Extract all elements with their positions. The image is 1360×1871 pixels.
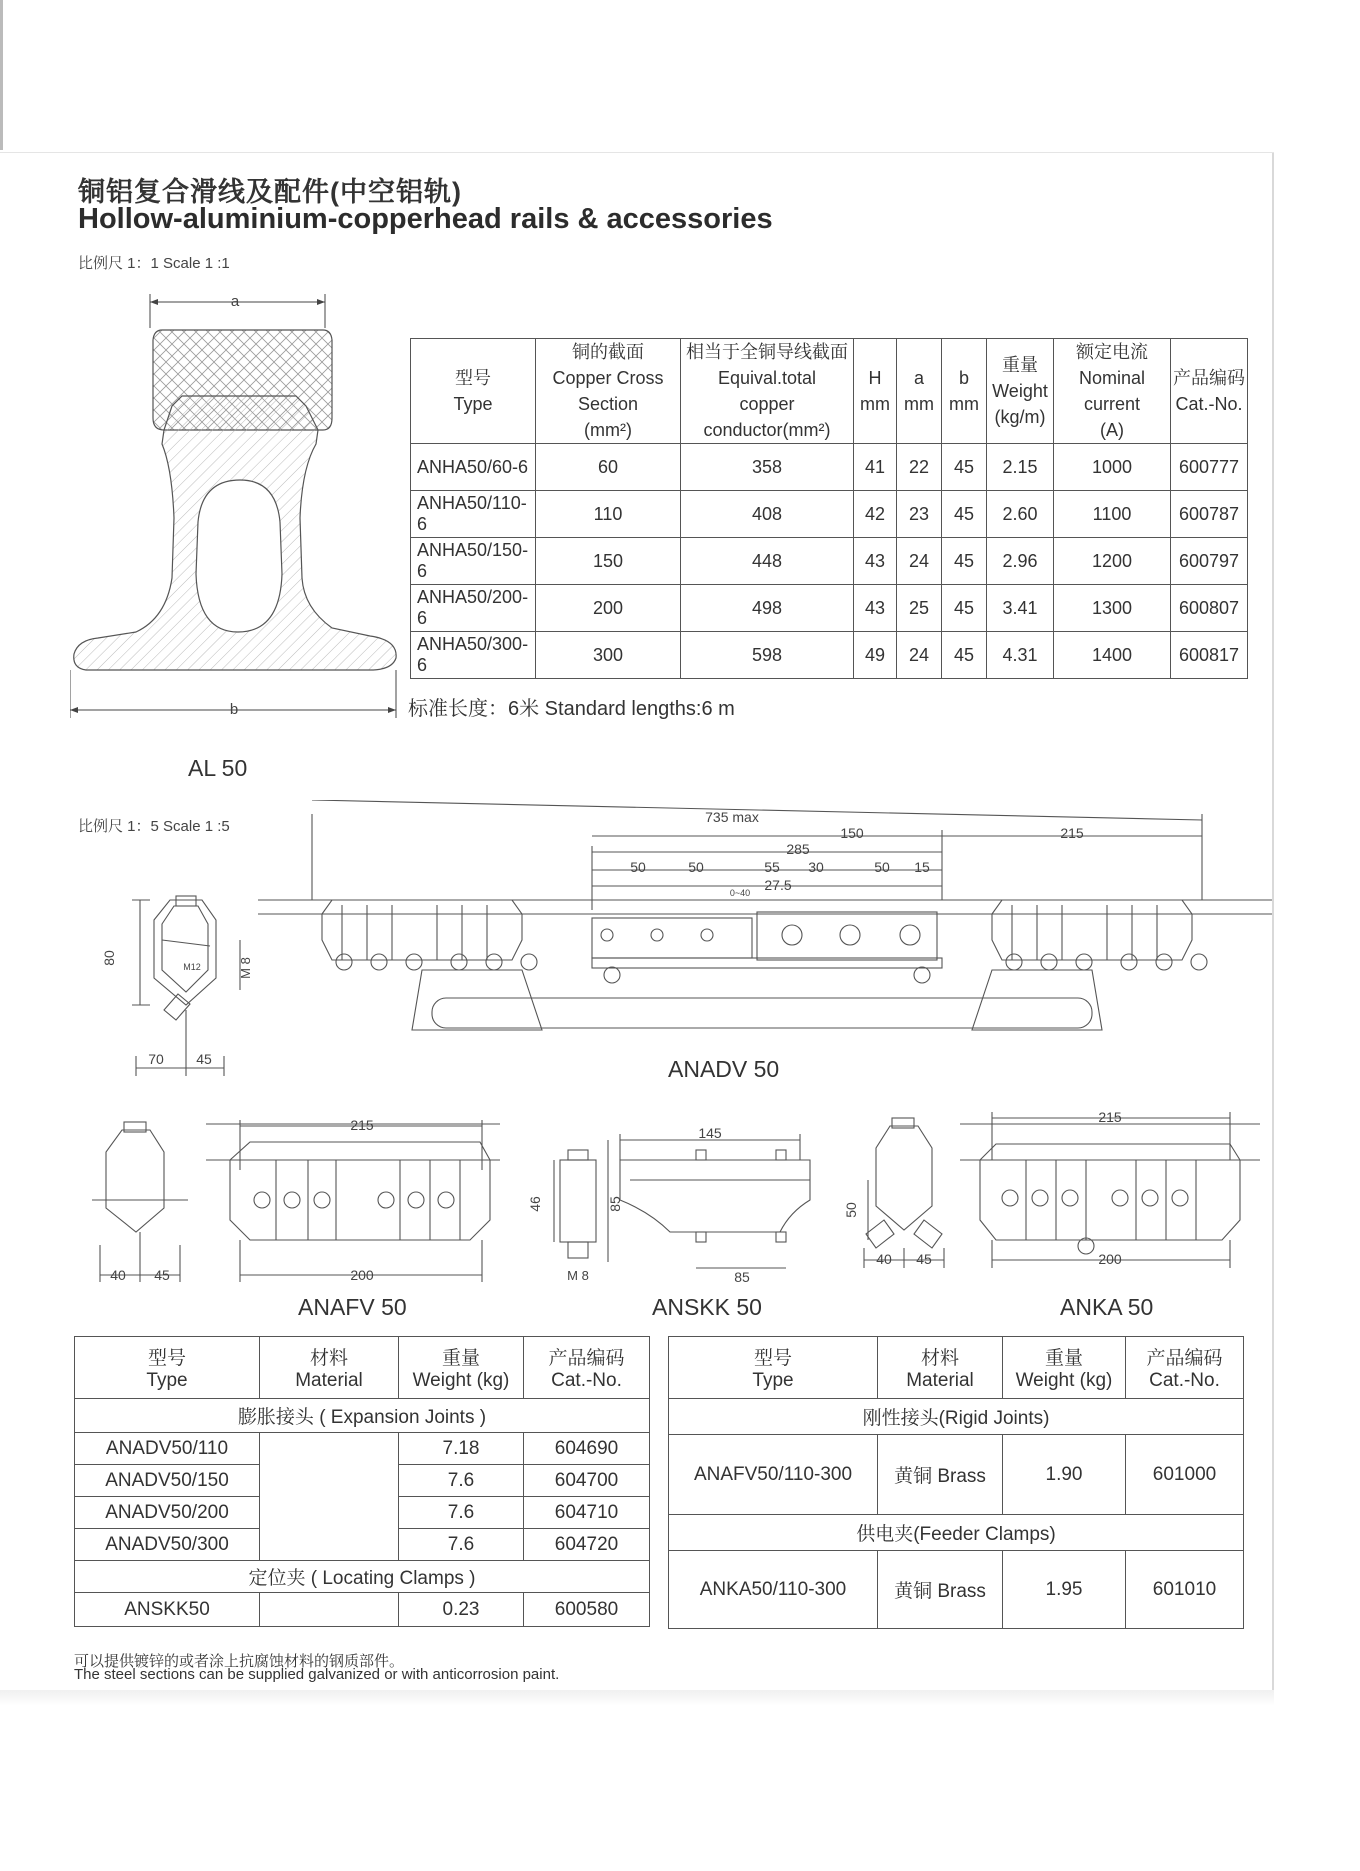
hdr-equiv-cn: 相当于全铜导线截面 [686,342,848,362]
anafv-dim-45: 45 [154,1267,170,1283]
dim-0-40: 0~40 [729,888,751,898]
cell-a: 23 [897,491,942,538]
dim-30: 30 [808,859,824,875]
cell-a: 25 [897,585,942,632]
anskk-caption: ANSKK 50 [652,1294,762,1320]
rt-hdr-cat-cn: 产品编码 [1146,1348,1223,1369]
anka-dim-45: 45 [916,1251,932,1267]
cell-type: ANHA50/150-6 [411,538,536,585]
spec-table-header [411,339,1248,444]
hdr-current-cn: 额定电流 [1076,342,1148,362]
cell-weight: 4.31 [987,632,1054,679]
cell-current: 1000 [1054,444,1171,491]
table-row [75,1593,650,1627]
hdr-b-unit: mm [949,394,979,414]
cell-cat: 604700 [524,1465,650,1497]
cell-current: 1300 [1054,585,1171,632]
cell-a: 22 [897,444,942,491]
scan-edge [0,0,3,150]
cell-material-empty [260,1433,399,1561]
cell-b: 45 [942,444,987,491]
hdr-cat-cn: 产品编码 [1173,368,1245,388]
cell-weight: 2.60 [987,491,1054,538]
cell-weight: 3.41 [987,585,1054,632]
cell-material: 黄铜 Brass [878,1435,1003,1515]
cell-a: 24 [897,538,942,585]
lt-hdr-mat-cn: 材料 [309,1348,348,1369]
anskk-dim-46: 46 [527,1196,543,1212]
dim-45: 45 [196,1051,212,1067]
cell-equiv: 358 [681,444,854,491]
table-row [411,632,1248,679]
cell-type: ANAFV50/110-300 [669,1435,878,1515]
cell-cat: 601000 [1126,1435,1244,1515]
dim-50c: 50 [874,859,890,875]
cell-cat: 600777 [1171,444,1248,491]
cell-type: ANHA50/300-6 [411,632,536,679]
rt-section-feeder: 供电夹(Feeder Clamps) [669,1515,1244,1551]
rt-hdr-w-en: Weight (kg) [1015,1370,1113,1391]
cell-cat: 604720 [524,1529,650,1561]
dim-150: 150 [840,825,864,841]
cell-weight: 1.95 [1003,1551,1126,1629]
cell-type: ANADV50/150 [75,1465,260,1497]
footer-note-en: The steel sections can be supplied galvanized or with anticorrosion paint. [74,1666,560,1683]
cell-type: ANADV50/200 [75,1497,260,1529]
hdr-h-unit: mm [860,394,890,414]
hdr-b: b [958,368,969,388]
cell-equiv: 408 [681,491,854,538]
right-table-header [669,1337,1244,1399]
anskk-dim-85h: 85 [607,1196,623,1212]
cell-a: 24 [897,632,942,679]
anka-caption: ANKA 50 [1060,1294,1154,1320]
footer-note-cn: 可以提供镀锌的或者涂上抗腐蚀材料的钢质部件。 [74,1653,405,1670]
page-title-cn: 铜铝复合滑线及配件(中空铝轨) [78,177,462,207]
cell-material: 黄铜 Brass [878,1551,1003,1629]
cell-type: ANHA50/200-6 [411,585,536,632]
cell-cross: 200 [536,585,681,632]
hdr-h: H [868,368,882,388]
cell-equiv: 598 [681,632,854,679]
hdr-type-en: Type [453,394,493,414]
cell-weight: 7.18 [399,1433,524,1465]
anadv-caption: ANADV 50 [668,1056,780,1082]
cell-weight: 0.23 [399,1593,524,1627]
anka-feeder-clamp-drawing [820,1090,1260,1290]
cell-b: 45 [942,585,987,632]
rt-hdr-type-cn: 型号 [753,1348,792,1369]
spec-table [410,338,1248,679]
cell-b: 45 [942,491,987,538]
cell-h: 43 [854,538,897,585]
page-frame-right [1272,152,1274,1702]
hdr-a: a [913,368,924,388]
table-row [411,491,1248,538]
cell-h: 42 [854,491,897,538]
dim-27-5: 27.5 [764,877,792,893]
rt-hdr-cat-en: Cat.-No. [1149,1370,1220,1391]
lt-hdr-cat-en: Cat.-No. [551,1370,622,1391]
table-row [75,1433,650,1465]
anskk-dim-145: 145 [698,1125,722,1141]
cell-type: ANKA50/110-300 [669,1551,878,1629]
hdr-cross-unit: (mm²) [584,420,632,440]
anafv-rigid-joint-drawing [80,1100,500,1290]
page-title-en: Hollow-aluminium-copperhead rails & accessories [78,203,773,235]
cell-cat: 604690 [524,1433,650,1465]
lt-hdr-type-cn: 型号 [147,1348,186,1369]
cell-material-empty [260,1593,399,1627]
bottom-scan-shadow [0,1690,1274,1706]
dim-a: a [230,293,240,310]
hdr-cross-en: Copper Cross Section [552,368,664,414]
dim-m12: M12 [183,962,201,972]
rail-caption: AL 50 [188,755,248,781]
anafv-dim-215: 215 [350,1117,374,1133]
rt-section-rigid: 刚性接头(Rigid Joints) [669,1399,1244,1435]
rt-hdr-type-en: Type [752,1370,794,1391]
cell-current: 1100 [1054,491,1171,538]
rail-cross-section-drawing [70,278,410,738]
lt-hdr-w-cn: 重量 [441,1348,480,1369]
cell-weight: 7.6 [399,1465,524,1497]
cell-cross: 60 [536,444,681,491]
dim-55: 55 [764,859,780,875]
rt-hdr-w-cn: 重量 [1044,1348,1083,1369]
anafv-caption: ANAFV 50 [298,1294,407,1320]
cell-weight: 2.15 [987,444,1054,491]
dim-50a: 50 [630,859,646,875]
cell-type: ANADV50/300 [75,1529,260,1561]
dim-15: 15 [914,859,930,875]
left-accessory-table [74,1336,650,1627]
cell-weight: 7.6 [399,1497,524,1529]
rt-hdr-mat-cn: 材料 [920,1348,959,1369]
page-frame-top [0,152,1274,153]
cell-type: ANSKK50 [75,1593,260,1627]
cell-equiv: 448 [681,538,854,585]
cell-cat: 600580 [524,1593,650,1627]
cell-type: ANHA50/60-6 [411,444,536,491]
table-row [411,444,1248,491]
table-row [669,1551,1244,1629]
dim-285: 285 [786,841,810,857]
scale-label-1: 比例尺 1：1 Scale 1 :1 [78,255,230,272]
lt-section-expansion: 膨胀接头 ( Expansion Joints ) [75,1399,650,1433]
cell-weight: 2.96 [987,538,1054,585]
lt-hdr-cat-cn: 产品编码 [548,1348,625,1369]
anka-dim-215: 215 [1098,1109,1122,1125]
cell-weight: 1.90 [1003,1435,1126,1515]
cell-cat: 604710 [524,1497,650,1529]
left-table-header [75,1337,650,1399]
dim-215: 215 [1060,825,1084,841]
anka-dim-50: 50 [843,1202,859,1218]
lt-hdr-w-en: Weight (kg) [412,1370,510,1391]
rt-hdr-mat-en: Material [906,1370,974,1391]
dim-50b: 50 [688,859,704,875]
table-row [669,1435,1244,1515]
cell-cat: 600787 [1171,491,1248,538]
hdr-cat-en: Cat.-No. [1175,394,1243,414]
cell-equiv: 498 [681,585,854,632]
standard-length-note: 标准长度：6米 Standard lengths:6 m [408,698,735,720]
anka-dim-40: 40 [876,1251,892,1267]
dim-735max: 735 max [705,809,759,825]
cell-cross: 150 [536,538,681,585]
cell-current: 1400 [1054,632,1171,679]
hdr-weight-en: Weight [992,381,1048,401]
hdr-current-en: Nominal current [1078,368,1146,414]
cell-b: 45 [942,538,987,585]
cell-h: 41 [854,444,897,491]
cell-type: ANHA50/110-6 [411,491,536,538]
cell-cat: 600807 [1171,585,1248,632]
table-row [411,538,1248,585]
cell-b: 45 [942,632,987,679]
dim-70: 70 [148,1051,164,1067]
hdr-equiv-en: Equival.total [717,368,817,388]
lt-hdr-type-en: Type [146,1370,188,1391]
hdr-a-unit: mm [904,394,934,414]
anskk-dim-85w: 85 [734,1269,750,1285]
hdr-type-cn: 型号 [455,368,491,388]
right-accessory-table [668,1336,1244,1629]
cell-cat: 600797 [1171,538,1248,585]
anskk-locating-clamp-drawing [520,1120,830,1290]
hdr-equiv-en2: copper conductor(mm²) [703,394,831,440]
hdr-cross-cn: 铜的截面 [572,342,644,362]
scale-label-2: 比例尺 1：5 Scale 1 :5 [78,818,230,835]
anadv-expansion-joint-drawing [92,800,1272,1090]
cell-current: 1200 [1054,538,1171,585]
anafv-dim-40: 40 [110,1267,126,1283]
table-row [411,585,1248,632]
hdr-weight-unit: (kg/m) [994,407,1046,427]
cell-cross: 300 [536,632,681,679]
cell-h: 43 [854,585,897,632]
cell-cross: 110 [536,491,681,538]
cell-type: ANADV50/110 [75,1433,260,1465]
anka-dim-200: 200 [1098,1251,1122,1267]
dim-80: 80 [101,950,117,966]
cell-cat: 600817 [1171,632,1248,679]
dim-m8: M 8 [238,957,253,979]
anafv-dim-200: 200 [350,1267,374,1283]
lt-hdr-mat-en: Material [295,1370,363,1391]
cell-weight: 7.6 [399,1529,524,1561]
lt-section-locating: 定位夹 ( Locating Clamps ) [75,1561,650,1593]
anskk-dim-m8: M 8 [567,1268,589,1283]
cell-cat: 601010 [1126,1551,1244,1629]
hdr-weight-cn: 重量 [1002,355,1038,375]
cell-h: 49 [854,632,897,679]
dim-b: b [229,701,239,718]
hdr-current-unit: (A) [1100,420,1124,440]
